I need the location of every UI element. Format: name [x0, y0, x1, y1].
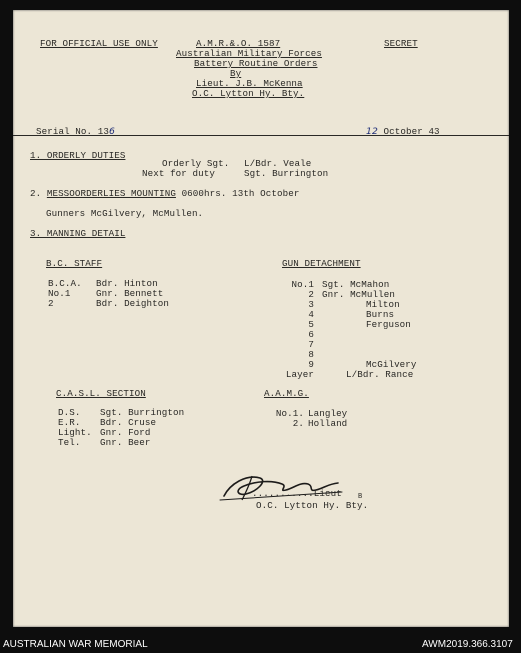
document-title: Battery Routine Orders — [194, 58, 318, 69]
bc-staff-title: B.C. STAFF — [46, 258, 103, 269]
order-number: A.M.R.&.O. 1587 — [196, 38, 281, 49]
gun-detachment-title: GUN DETACHMENT — [282, 258, 361, 269]
row-position: No.1 — [291, 279, 314, 290]
signature-rank-line: ...........Lieut — [252, 488, 342, 499]
restriction-label: FOR OFFICIAL USE ONLY — [40, 38, 158, 49]
row-name: Gnr. McMullen — [322, 289, 395, 300]
row-position: Layer — [285, 369, 314, 380]
row-name: Langley — [308, 408, 348, 419]
section-mess-orderlies-title: 2. MESSOORDERLIES MOUNTING 0600hrs. 13th October — [30, 188, 300, 199]
row-name: Gnr. Bennett — [96, 288, 164, 299]
serial-handwritten-digit: 6 — [108, 126, 115, 137]
row-position: 9 — [308, 359, 314, 370]
author-role: O.C. Lytton Hy. Bty. — [192, 88, 305, 99]
row-position: E.R. — [58, 417, 81, 428]
row-name: Burns — [366, 309, 395, 320]
row-name: Holland — [308, 418, 348, 429]
row-name: L/Bdr. Rance — [346, 369, 414, 380]
casl-section-title: C.A.S.L. SECTION — [56, 388, 146, 399]
row-position: 2. — [292, 418, 304, 429]
row-position: 4 — [308, 309, 314, 320]
signature-role: O.C. Lytton Hy. Bty. — [256, 500, 369, 511]
next-for-duty-label: Next for duty — [142, 168, 215, 179]
by-label: By — [230, 68, 242, 79]
row-name: Gnr. Ford — [100, 427, 151, 438]
orderly-sgt-name: L/Bdr. Veale — [244, 158, 312, 169]
order-date: 12 October 43 — [366, 126, 440, 137]
next-for-duty-name: Sgt. Burrington — [244, 168, 329, 179]
aamg-title: A.A.M.G. — [264, 388, 309, 399]
row-name: Sgt. McMahon — [322, 279, 390, 290]
row-name: Milton — [366, 299, 400, 310]
row-position: Light. — [58, 427, 92, 438]
date-handwritten-day: 12 — [366, 126, 378, 137]
row-name: Ferguson — [366, 319, 411, 330]
footer-accession-number: AWM2019.366.3107 — [422, 639, 513, 650]
row-name: Bdr. Deighton — [96, 298, 169, 309]
row-name: Bdr. Cruse — [100, 417, 157, 428]
signature-superscript: B — [358, 493, 363, 501]
row-position: 5 — [308, 319, 314, 330]
row-name: McGilvery — [366, 359, 417, 370]
serial-number: Serial No. 136 — [36, 126, 115, 137]
row-name: Gnr. Beer — [100, 437, 151, 448]
organisation: Australian Military Forces — [176, 48, 322, 59]
author-name: Lieut. J.B. McKenna — [196, 78, 303, 89]
section-manning-detail-title: 3. MANNING DETAIL — [30, 228, 126, 239]
row-position: 7 — [308, 339, 314, 350]
row-position: No.1 — [48, 288, 71, 299]
row-name: Sgt. Burrington — [100, 407, 185, 418]
row-position: 8 — [308, 349, 314, 360]
row-name: Bdr. Hinton — [96, 278, 158, 289]
row-position: 2 — [48, 298, 54, 309]
section-orderly-duties-title: 1. ORDERLY DUTIES — [30, 150, 126, 161]
row-position: 6 — [308, 329, 314, 340]
row-position: D.S. — [58, 407, 81, 418]
classification-label: SECRET — [384, 38, 418, 49]
orderly-sgt-label: Orderly Sgt. — [162, 158, 230, 169]
row-position: Tel. — [58, 437, 81, 448]
mess-orderlies-gunners: Gunners McGilvery, McMullen. — [46, 208, 204, 219]
row-position: B.C.A. — [48, 278, 82, 289]
row-position: No.1. — [275, 408, 304, 419]
row-position: 2 — [308, 289, 314, 300]
footer-institution: AUSTRALIAN WAR MEMORIAL — [3, 639, 148, 650]
document-page — [13, 10, 509, 627]
row-position: 3 — [308, 299, 314, 310]
